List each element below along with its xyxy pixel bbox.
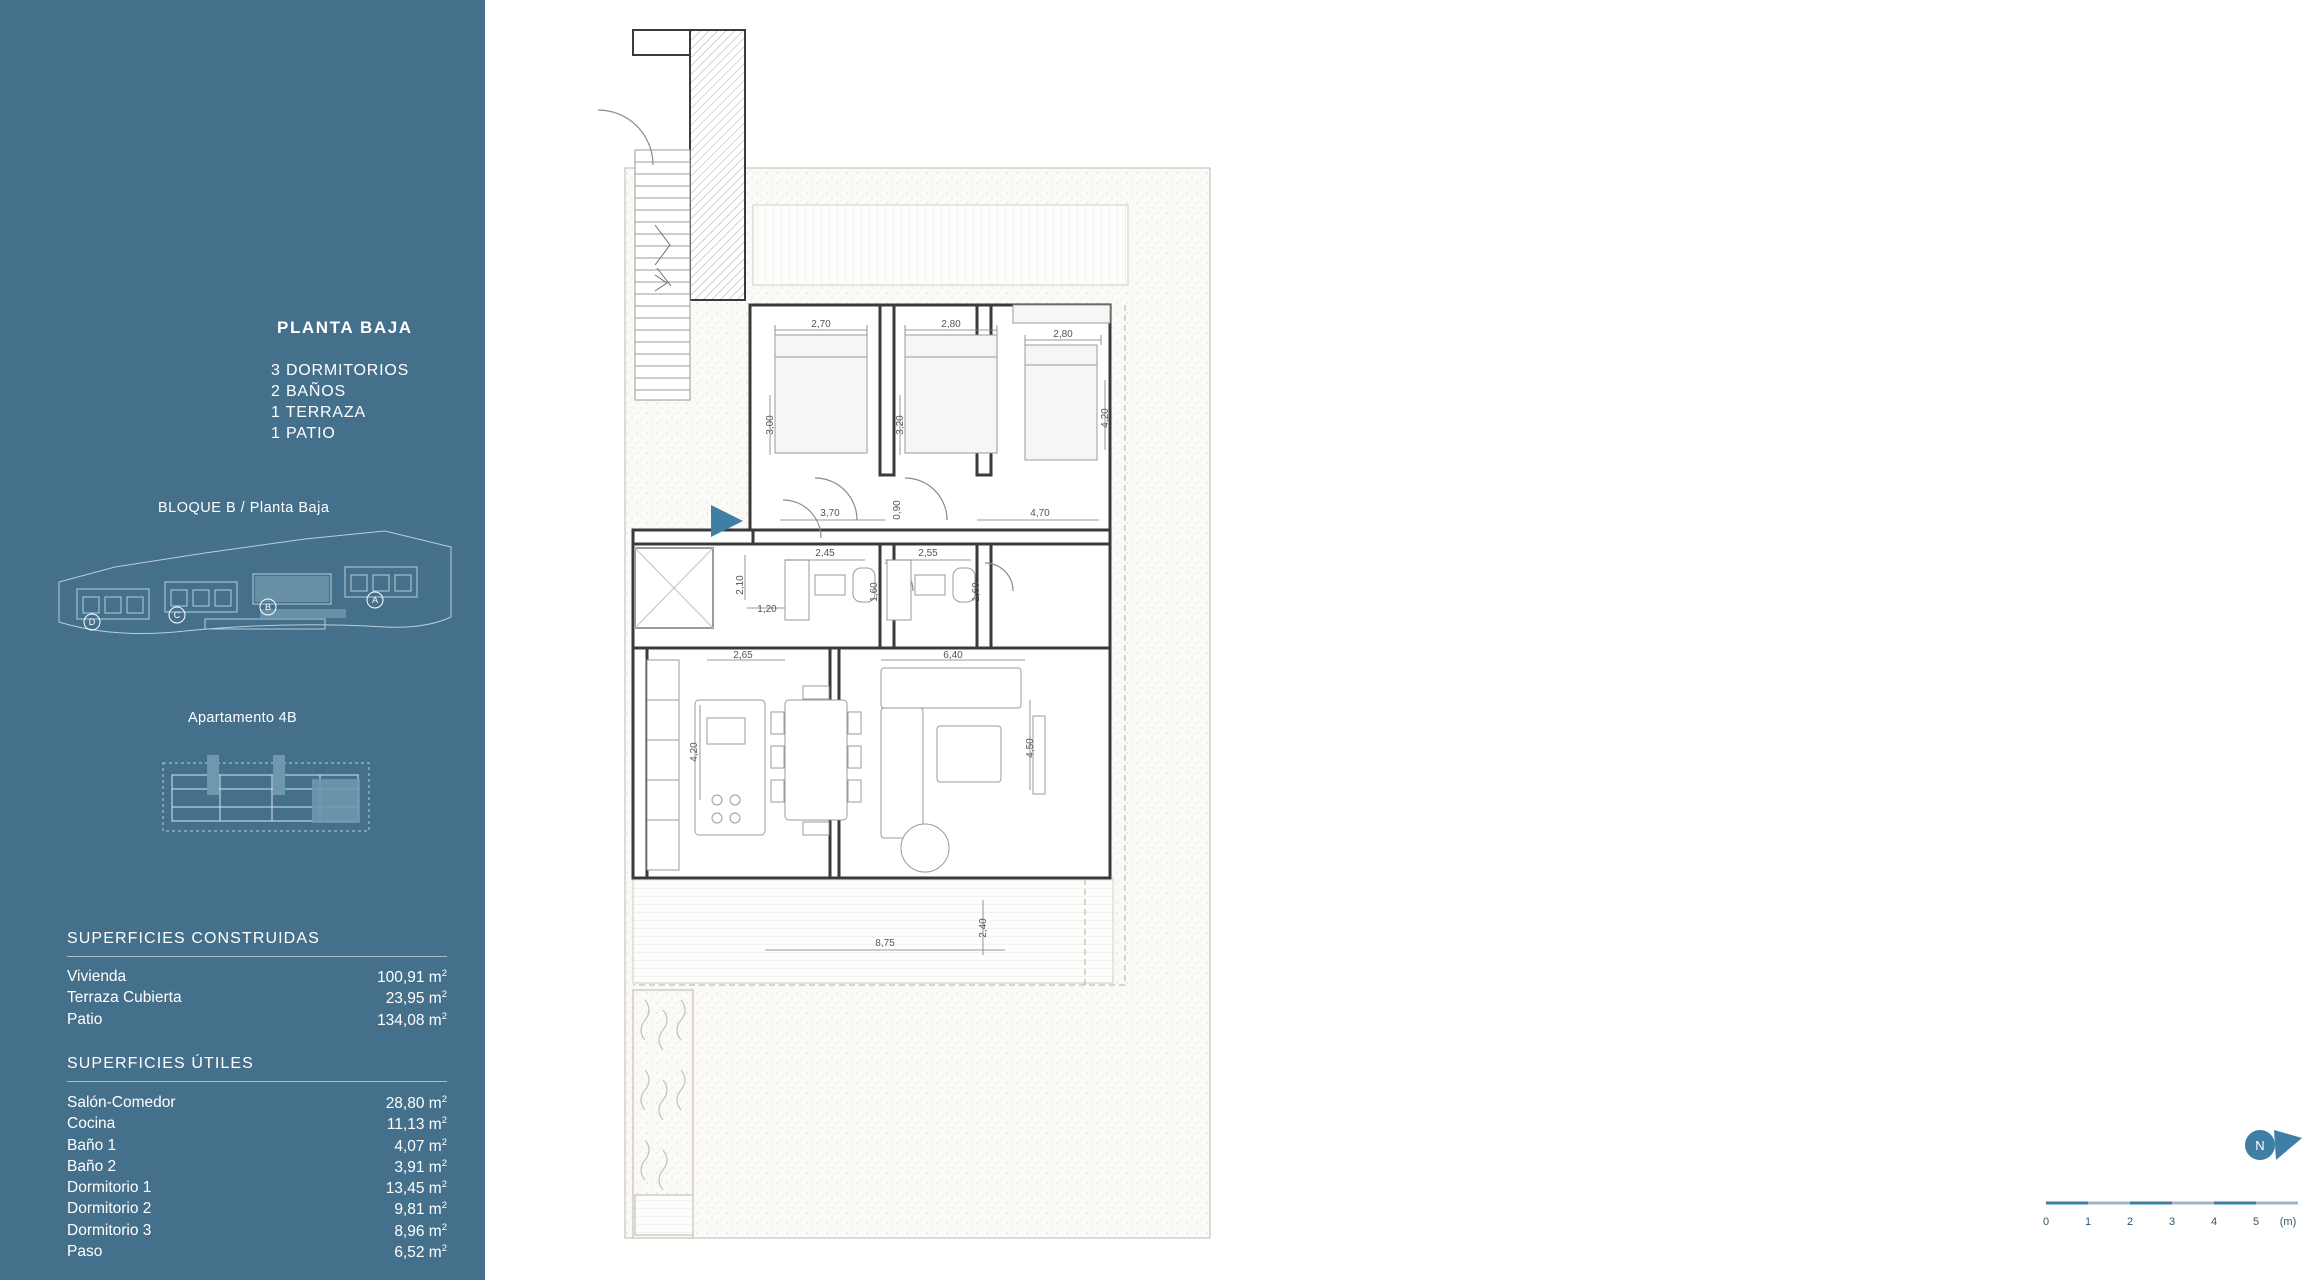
area-name: Terraza Cubierta [67, 989, 182, 1007]
scale-tick-5: 5 [2252, 1216, 2260, 1228]
apartment-key-map-svg [160, 745, 375, 850]
coffee-table [937, 726, 1001, 782]
covered-terrace [633, 878, 1113, 983]
area-value: 100,91 $m^2$ [377, 968, 447, 987]
area-name: Dormitorio 3 [67, 1221, 152, 1239]
dim-bed2-width: 2,80 [941, 319, 961, 330]
chair [848, 712, 861, 734]
staircase [635, 150, 690, 400]
scale-tick-2: 2 [2126, 1216, 2134, 1228]
dim-kitchen-width: 2,65 [733, 650, 753, 661]
scale-bar [2040, 1195, 2310, 1240]
chair [848, 780, 861, 802]
block-key-map-svg [55, 527, 455, 642]
useful-areas-table [67, 1094, 447, 1264]
planting-strip [633, 990, 693, 1238]
block-marker-d: D [88, 617, 96, 627]
sink-1 [815, 575, 845, 595]
dim-bath1-depth: 1,60 [869, 582, 880, 602]
dim-terrace-depth: 2,40 [978, 918, 989, 938]
area-name: Salón-Comedor [67, 1094, 176, 1111]
useful-areas-divider [67, 1081, 447, 1082]
feature-item-1: 2 BAÑOS [271, 383, 346, 400]
shower-2 [887, 560, 911, 620]
dining-table [785, 700, 847, 820]
built-areas-table [67, 968, 447, 1032]
area-value: 11,13 $m^2$ [386, 1115, 447, 1134]
dim-bath1-width: 2,45 [815, 548, 835, 559]
dim-bed3-width: 2,80 [1053, 329, 1073, 340]
table-row [67, 1011, 447, 1032]
area-name: Baño 2 [67, 1157, 117, 1175]
table-row [67, 1222, 447, 1243]
dim-bed1-width: 2,70 [811, 319, 831, 330]
page-title: PLANTA BAJA [277, 318, 413, 337]
area-value: 3,91 $m^2$ [394, 1157, 447, 1177]
dim-kitchen-depth: 4,20 [689, 742, 700, 762]
area-value: 9,81 $m^2$ [394, 1200, 447, 1219]
block-marker-b: B [264, 602, 272, 612]
scale-unit: (m) [2279, 1216, 2297, 1228]
chair [848, 746, 861, 768]
dim-hall-b: 4,70 [1030, 508, 1050, 519]
scale-tick-3: 3 [2168, 1216, 2176, 1228]
feature-item-0: 3 DORMITORIOS [271, 362, 410, 379]
table-row [67, 989, 447, 1010]
area-value: 134,08 $m^2$ [377, 1010, 447, 1029]
sofa-back [881, 668, 1021, 708]
sink-2 [915, 575, 945, 595]
sidebar [0, 0, 485, 1280]
scale-tick-4: 4 [2210, 1216, 2218, 1228]
area-name: Baño 1 [67, 1136, 117, 1154]
entry-patio [635, 548, 713, 628]
built-areas-divider [67, 956, 447, 957]
table-row [67, 1115, 447, 1136]
feature-list [271, 360, 409, 444]
chair [771, 746, 784, 768]
area-value: 6,52 $m^2$ [394, 1243, 447, 1262]
area-value: 8,96 $m^2$ [394, 1221, 447, 1240]
block-label: BLOQUE B / Planta Baja [158, 500, 330, 516]
table-row [67, 1094, 447, 1115]
table-row [67, 1179, 447, 1200]
floor-plan-drawing [485, 0, 1920, 1280]
dim-bed2-depth: 3,20 [895, 415, 906, 435]
apartment-key-map [160, 745, 375, 850]
scale-bar-svg [2040, 1195, 2310, 1240]
dim-bed1-depth: 3,00 [765, 415, 776, 435]
chair [771, 780, 784, 802]
sofa-side [881, 708, 923, 838]
area-name: Paso [67, 1243, 103, 1261]
floor-plan [485, 0, 2297, 1280]
dim-bath2-depth: 1,60 [971, 582, 982, 602]
feature-item-3: 1 PATIO [271, 425, 336, 442]
area-name: Vivienda [67, 968, 127, 985]
table-row [67, 1137, 447, 1158]
chair [771, 712, 784, 734]
armchair [901, 824, 949, 872]
north-compass-icon [2240, 1120, 2310, 1170]
shower-1 [785, 560, 809, 620]
apartment-label: Apartamento 4B [188, 710, 297, 726]
dim-bed3-depth: 4,20 [1100, 408, 1111, 428]
table-row [67, 1200, 447, 1221]
block-marker-a: A [371, 595, 379, 605]
built-areas-heading: SUPERFICIES CONSTRUIDAS [67, 930, 320, 947]
chair [803, 686, 829, 699]
area-value: 13,45 $m^2$ [385, 1179, 447, 1198]
north-label: N [2255, 1138, 2265, 1153]
chair [803, 822, 829, 835]
table-row [67, 1158, 447, 1179]
table-row [67, 1243, 447, 1264]
north-compass [2240, 1120, 2310, 1170]
area-value: 4,07 $m^2$ [394, 1136, 447, 1155]
scale-tick-0: 0 [2042, 1216, 2050, 1228]
feature-item-2: 1 TERRAZA [271, 404, 366, 421]
scale-tick-1: 1 [2084, 1216, 2092, 1228]
useful-areas-heading: SUPERFICIES ÚTILES [67, 1055, 254, 1072]
dim-entry-small: 1,20 [757, 604, 777, 615]
area-name: Dormitorio 1 [67, 1179, 152, 1197]
dim-living-depth: 4,50 [1025, 738, 1036, 758]
area-name: Patio [67, 1010, 103, 1028]
block-marker-c: C [173, 610, 181, 620]
upper-terrace [753, 205, 1128, 285]
table-row [67, 968, 447, 989]
kitchen-counter [647, 660, 679, 870]
dim-hall-a: 3,70 [820, 508, 840, 519]
area-name: Dormitorio 2 [67, 1200, 152, 1218]
dim-terrace-width: 8,75 [875, 938, 895, 949]
wardrobe-3 [1013, 305, 1110, 323]
block-key-map [55, 527, 455, 642]
area-name: Cocina [67, 1115, 116, 1133]
dim-entry-depth: 2,10 [735, 575, 746, 595]
area-value: 23,95 $m^2$ [385, 989, 447, 1008]
dim-bath2-width: 2,55 [918, 548, 938, 559]
dim-door-gap: 0,90 [892, 500, 903, 520]
dim-living-width: 6,40 [943, 650, 963, 661]
area-value: 28,80 $m^2$ [385, 1094, 447, 1113]
sink-kitchen [707, 718, 745, 744]
